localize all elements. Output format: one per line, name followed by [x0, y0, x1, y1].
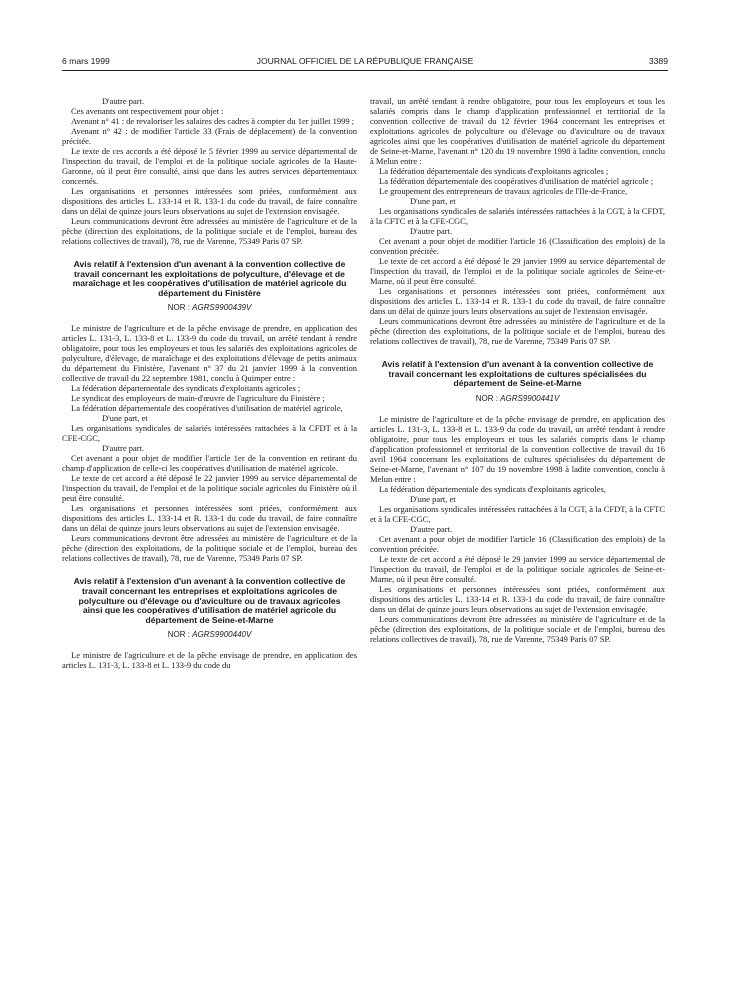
nor-reference	[370, 394, 665, 404]
paragraph: D'une part, et	[410, 493, 456, 504]
nor-label: NOR :	[167, 303, 190, 313]
header-page-number: 3389	[648, 56, 668, 66]
paragraph: Leurs communications devront être adressées au ministère de l'agriculture et de la pêche (direction des exploitations, de la politique sociale et de l'emploi, bureau des relations collectives de travail), 78, rue de Varenne, 75349 Paris 07 SP.	[62, 533, 357, 564]
paragraph: La fédération départementale des syndicats d'exploitants agricoles,	[379, 483, 606, 494]
paragraph: Les organisations et personnes intéressées sont priées, conformément aux dispositions des articles L. 133-14 et R. 133-1 du code du travail, de faire connaître dans un délai de quinze jours leurs observations au sujet de l'extension envisagée.	[62, 503, 357, 534]
paragraph: Ces avenants ont respectivement pour objet :	[71, 106, 224, 116]
paragraph: Cet avenant a pour objet de modifier l'article 16 (Classification des emplois) de la convention précitée.	[370, 533, 665, 554]
header-rule	[62, 70, 668, 71]
header-date: 6 mars 1999	[62, 56, 110, 66]
paragraph: Le texte de ces accords a été déposé le 5 février 1999 au service départemental de l'inspection du travail, de l'emploi et de la politique sociale agricoles de la Haute-Garonne, où il peut être consulté, ainsi que dans les autres services départementaux concernés.	[62, 146, 357, 186]
paragraph: Les organisations et personnes intéressées sont priées, conformément aux dispositions des articles L. 133-14 et R. 133-1 du code du travail, de faire connaître dans un délai de quinze jours leurs observations au sujet de l'extension envisagée.	[370, 583, 665, 614]
paragraph: Le texte de cet accord a été déposé le 22 janvier 1999 au service départemental de l'inspection du travail, de l'emploi et de la politique sociale agricoles du Finistère où il peut être consulté.	[62, 473, 357, 504]
nor-label: NOR :	[475, 393, 498, 403]
paragraph: Les organisations et personnes intéressées sont priées, conformément aux dispositions des articles L. 133-14 et R. 133-1 du code du travail, de faire connaître dans un délai de quinze jours leurs observations au sujet de l'extension envisagée.	[62, 186, 357, 216]
paragraph: Les organisations et personnes intéressées sont priées, conformément aux dispositions des articles L. 133-14 et R. 133-1 du code du travail, de faire connaître dans un délai de quinze jours leurs observations au sujet de l'extension envisagée.	[370, 286, 665, 316]
paragraph: La fédération départementale des syndicats d'exploitants agricoles ;	[71, 383, 301, 394]
paragraph: D'autre part.	[102, 96, 145, 106]
left-column	[62, 96, 357, 670]
paragraph: Le texte de cet accord a été déposé le 29 janvier 1999 au service départemental de l'inspection du travail, de l'emploi et de la politique sociale agricoles de Seine-et-Marne, où il peut être consulté.	[370, 553, 665, 584]
notice-title: Avis relatif à l'extension d'un avenant à la convention collective de travail concernant les entreprises et exploitations agricoles de polyculture ou d'élevage ou d'aviculture ou de travaux agricoles ainsi que les coopératives d'utilisation de matériel agricole du département de Seine-et-Marne	[73, 576, 346, 625]
nor-label: NOR :	[167, 630, 190, 640]
notice-title: Avis relatif à l'extension d'un avenant à la convention collective de travail concernant les exploitations de cultures spécialisées du département de Seine-et-Marne	[381, 359, 654, 389]
paragraph: Leurs communications devront être adressées au ministère de l'agriculture et de la pêche (direction des exploitations, de la politique sociale et de l'emploi, bureau des relations collectives de travail), 78, rue de Varenne, 75349 Paris 07 SP.	[370, 613, 665, 644]
paragraph: Leurs communications devront être adressées au ministère de l'agriculture et de la pêche (direction des exploitations, de la politique sociale et de l'emploi, bureau des relations collectives de travail), 78, rue de Varenne, 75349 Paris 07 SP.	[62, 216, 357, 246]
paragraph: Les organisations syndicales de salariés intéressées rattachées à la CGT, à la CFDT, à la CFTC et à la CFE-CGC,	[370, 206, 665, 226]
paragraph: La fédération départementale des coopératives d'utilisation de matériel agricole,	[71, 403, 343, 414]
paragraph: Le ministre de l'agriculture et de la pêche envisage de prendre, en application des articles L. 131-3, L. 133-8 et L. 133-9 du code du travail, un arrêté tendant à rendre obligatoire, pour tous les employeurs et tous les salariés des exploitations agricoles de polyculture, d'élevage, de maraîchage et des exploitations d'élevage de petits animaux du département du Finistère, l'avenant n° 37 du 21 janvier 1999 à la convention collective de travail du 22 septembre 1981, conclu à Quimper entre :	[62, 323, 357, 384]
notice-title: Avis relatif à l'extension d'un avenant à la convention collective de travail concernant les exploitations de polyculture, d'élevage et de maraîchage et les coopératives d'utilisation de matériel agricole du département du Finistère	[72, 259, 347, 298]
paragraph: Cet avenant a pour objet de modifier l'article 16 (Classification des emplois) de la convention précitée.	[370, 236, 665, 256]
nor-code: AGRS9900441V	[500, 393, 560, 403]
paragraph: La fédération départementale des coopératives d'utilisation de matériel agricole ;	[379, 176, 654, 186]
paragraph: Leurs communications devront être adressées au ministère de l'agriculture et de la pêche (direction des exploitations, de la politique sociale et de l'emploi, bureau des relations collectives de travail), 78, rue de Varenne, 75349 Paris 07 SP.	[370, 316, 665, 346]
paragraph: travail, un arrêté tendant à rendre obligatoire, pour tous les employeurs et tous les salariés compris dans le champ d'application professionnel et territorial de la convention collective de travail du 12 février 1964 concernant les entreprises et exploitations agricoles de polyculture ou d'élevage ou d'aviculture ou de travaux agricoles ainsi que les coopératives d'utilisation de matériel agricole du département de Seine-et-Marne, l'avenant n° 120 du 19 novembre 1998 à ladite convention, conclu à Melun entre :	[370, 96, 665, 166]
paragraph: Le groupement des entrepreneurs de travaux agricoles de l'Ile-de-France,	[379, 186, 628, 196]
paragraph: Les organisations syndicales intéressées rattachées à la CGT, à la CFDT, à la CFTC et à la CFE-CGC,	[370, 503, 665, 524]
paragraph: D'une part, et	[102, 413, 148, 424]
paragraph: Avenant n° 41 : de revaloriser les salaires des cadres à compter du 1er juillet 1999 ;	[71, 116, 355, 126]
paragraph: D'une part, et	[410, 196, 456, 206]
paragraph: D'autre part.	[410, 523, 453, 534]
paragraph: Le texte de cet accord a été déposé le 29 janvier 1999 au service départemental de l'inspection du travail, de l'emploi et de la politique sociale agricoles de Seine-et-Marne, où il peut être consulté.	[370, 256, 665, 286]
paragraph: Avenant n° 42 : de modifier l'article 33 (Frais de déplacement) de la convention précitée.	[62, 126, 357, 146]
nor-code: AGRS9900439V	[192, 303, 252, 313]
paragraph: Cet avenant a pour objet de modifier l'article 1er de la convention en retirant du champ d'application de celle-ci les coopératives d'utilisation de matériel agricole.	[62, 453, 357, 474]
paragraph: D'autre part.	[410, 226, 453, 236]
header-journal-title: JOURNAL OFFICIEL DE LA RÉPUBLIQUE FRANÇAISE	[256, 56, 474, 66]
nor-code: AGRS9900440V	[192, 630, 252, 640]
paragraph: Les organisations syndicales de salariés intéressées rattachées à la CFDT et à la CFE-CGC,	[62, 423, 357, 444]
paragraph: Le ministre de l'agriculture et de la pêche envisage de prendre, en application des articles L. 131-3, L. 133-8 et L. 133-9 du code du travail, un arrêté tendant à rendre obligatoire, pour tous les employeurs et tous les salariés compris dans le champ d'application professionnel et territorial de la convention collective de travail du 16 avril 1964 concernant les exploitations de cultures spécialisées du département de Seine-et-Marne, l'avenant n° 107 du 19 novembre 1998 à ladite convention, conclu à Melun entre :	[370, 413, 665, 484]
nor-reference	[62, 630, 357, 640]
paragraph: Le syndicat des employeurs de main-d'œuvre de l'agriculture du Finistère ;	[71, 393, 325, 404]
right-column	[370, 96, 665, 644]
paragraph: Le ministre de l'agriculture et de la pêche envisage de prendre, en application des articles L. 131-3, L. 133-8 et L. 133-9 du code du	[62, 650, 357, 671]
nor-reference	[62, 303, 357, 313]
paragraph: La fédération départementale des syndicats d'exploitants agricoles ;	[379, 166, 609, 176]
paragraph: D'autre part.	[102, 443, 145, 454]
